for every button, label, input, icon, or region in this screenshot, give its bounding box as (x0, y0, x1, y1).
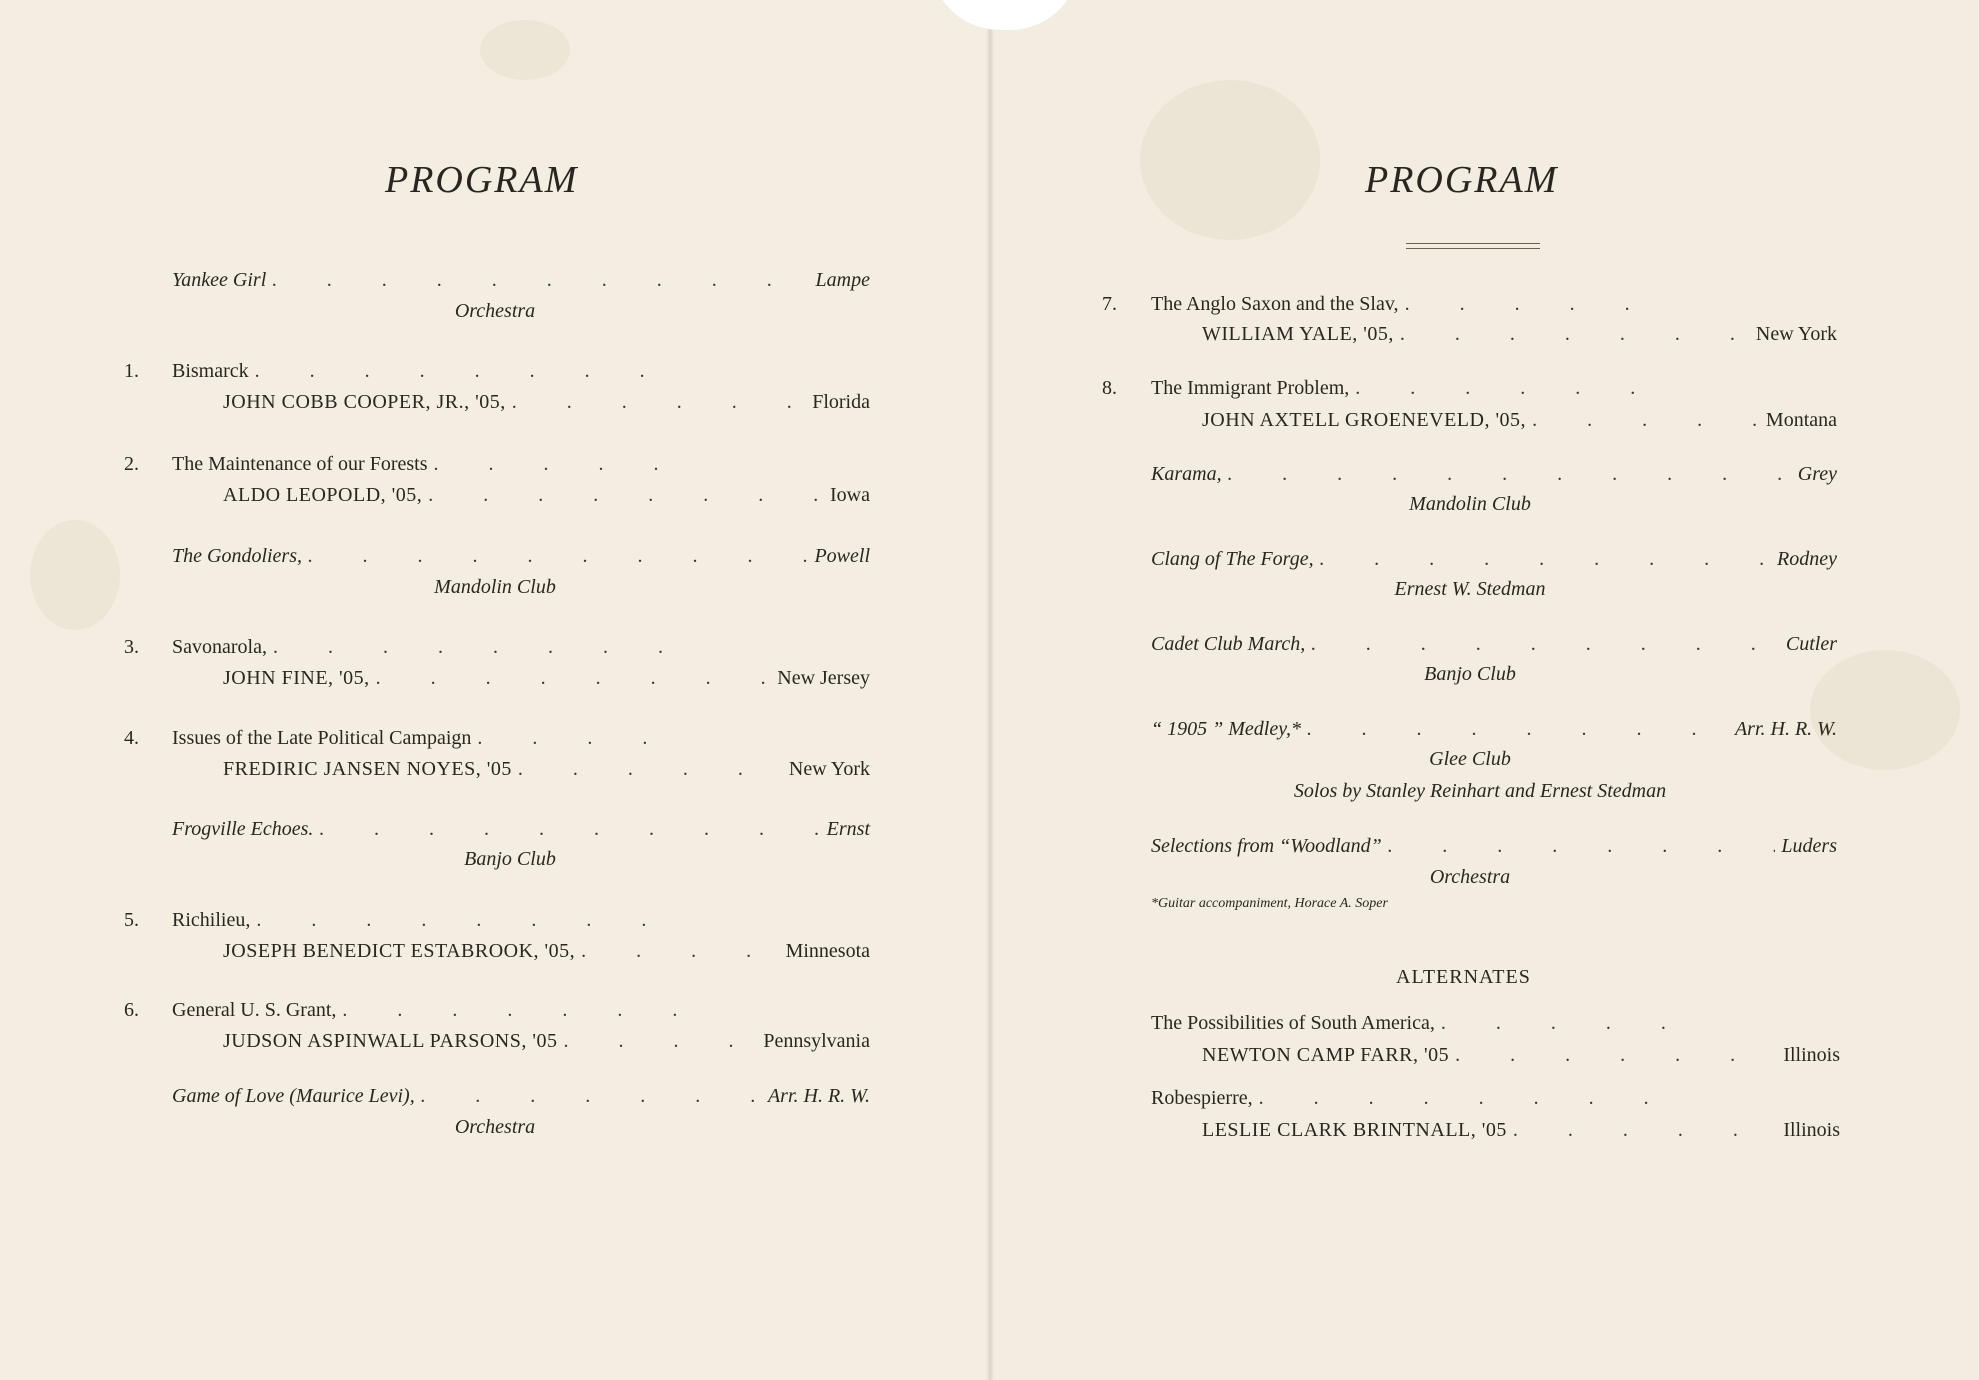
speaker-name: JOSEPH BENEDICT ESTABROOK, '05, (223, 940, 576, 962)
paper-stain (1140, 80, 1320, 240)
speaker-line (223, 664, 870, 692)
entry-title: The Maintenance of our Forests (172, 453, 428, 475)
leader-dots (273, 633, 686, 661)
leader-dots (1388, 832, 1776, 860)
speaker-state: Iowa (830, 484, 870, 506)
speaker-state: New York (1755, 323, 1837, 345)
program-entry (172, 724, 692, 752)
program-entry (172, 815, 870, 843)
entry-number: 8. (1102, 377, 1117, 399)
program-entry (172, 1082, 870, 1110)
entry-number: 5. (124, 909, 139, 931)
leader-dots (308, 542, 808, 570)
leader-dots (1259, 1084, 1665, 1112)
speaker-state: New York (788, 758, 870, 780)
speaker-line (223, 937, 870, 965)
entry-composer: Arr. H. R. W. (1734, 718, 1837, 740)
leader-dots (421, 1082, 762, 1110)
leader-dots (255, 357, 686, 385)
speaker-name: LESLIE CLARK BRINTNALL, '05 (1202, 1119, 1507, 1141)
title-rule (1406, 243, 1540, 249)
entry-title: Game of Love (Maurice Levi), (172, 1085, 415, 1107)
program-entry (172, 906, 692, 934)
page-title: PROGRAM (1365, 159, 1559, 201)
program-entry (1151, 630, 1837, 658)
speaker-line (223, 755, 870, 783)
entry-title: Bismarck (172, 360, 249, 382)
program-entry (1151, 715, 1837, 743)
alternates-heading: ALTERNATES (1396, 966, 1531, 988)
leader-dots (376, 664, 772, 692)
program-entry (172, 266, 870, 294)
entry-title: Cadet Club March, (1151, 633, 1306, 655)
entry-title: The Anglo Saxon and the Slav, (1151, 293, 1399, 315)
entry-title: The Possibilities of South America, (1151, 1012, 1435, 1034)
entry-composer: Lampe (815, 269, 870, 291)
speaker-line (1202, 320, 1837, 348)
speaker-line (1202, 406, 1837, 434)
entry-composer: Rodney (1777, 548, 1837, 570)
entry-composer: Powell (814, 545, 870, 567)
program-entry (1151, 460, 1837, 488)
entry-title: Robespierre, (1151, 1087, 1253, 1109)
speaker-line (1202, 1041, 1840, 1069)
entry-performer: Mandolin Club (1409, 493, 1531, 515)
entry-performer: Orchestra (454, 1116, 536, 1138)
entry-composer: Ernst (826, 818, 870, 840)
entry-composer: Grey (1797, 463, 1837, 485)
speaker-state: Montana (1765, 409, 1837, 431)
program-entry (172, 633, 692, 661)
speaker-name: JUDSON ASPINWALL PARSONS, '05 (223, 1030, 558, 1052)
program-entry (1151, 545, 1837, 573)
speaker-state: Florida (812, 391, 870, 413)
speaker-line (223, 1027, 870, 1055)
leader-dots (1405, 290, 1665, 318)
entry-title: Clang of The Forge, (1151, 548, 1314, 570)
entry-soloists: Solos by Stanley Reinhart and Ernest Stedman (1293, 780, 1667, 802)
entry-title: Issues of the Late Political Campaign (172, 727, 472, 749)
leader-dots (1320, 545, 1771, 573)
program-entry (172, 996, 692, 1024)
leader-dots (1355, 374, 1665, 402)
program-entry (172, 542, 870, 570)
leader-dots (581, 937, 779, 965)
page-title: PROGRAM (385, 159, 579, 201)
entry-number: 6. (124, 999, 139, 1021)
entry-composer: Arr. H. R. W. (767, 1085, 870, 1107)
speaker-state: New Jersey (777, 667, 870, 689)
leader-dots (1311, 630, 1780, 658)
program-entry (172, 450, 692, 478)
leader-dots (256, 906, 686, 934)
leader-dots (1532, 406, 1760, 434)
speaker-name: JOHN AXTELL GROENEVELD, '05, (1202, 409, 1527, 431)
entry-title: Richilieu, (172, 909, 251, 931)
entry-title: Savonarola, (172, 636, 267, 658)
entry-title: General U. S. Grant, (172, 999, 337, 1021)
speaker-state: Illinois (1783, 1044, 1840, 1066)
entry-number: 7. (1102, 293, 1117, 315)
leader-dots (1400, 320, 1750, 348)
entry-title: The Gondoliers, (172, 545, 302, 567)
entry-composer: Luders (1781, 835, 1837, 857)
leader-dots (518, 755, 783, 783)
leader-dots (1513, 1116, 1777, 1144)
speaker-state: Illinois (1783, 1119, 1840, 1141)
entry-title: Karama, (1151, 463, 1222, 485)
entry-number: 1. (124, 360, 139, 382)
speaker-line (1202, 1116, 1840, 1144)
program-entry (172, 357, 692, 385)
program-entry (1151, 290, 1671, 318)
speaker-name: FREDIRIC JANSEN NOYES, '05 (223, 758, 512, 780)
leader-dots (319, 815, 820, 843)
entry-title: Frogville Echoes. (172, 818, 314, 840)
entry-performer: Glee Club (1429, 748, 1511, 770)
alternate-entry (1151, 1009, 1671, 1037)
leader-dots (428, 481, 824, 509)
speaker-state: Pennsylvania (763, 1030, 870, 1052)
leader-dots (563, 1027, 757, 1055)
leader-dots (1441, 1009, 1665, 1037)
speaker-state: Minnesota (785, 940, 870, 962)
leader-dots (1228, 460, 1792, 488)
footnote: *Guitar accompaniment, Horace A. Soper (1151, 896, 1388, 911)
leader-dots (512, 388, 807, 416)
entry-number: 3. (124, 636, 139, 658)
program-entry (1151, 374, 1671, 402)
entry-number: 4. (124, 727, 139, 749)
alternate-entry (1151, 1084, 1671, 1112)
paper-stain (1810, 650, 1960, 770)
speaker-name: ALDO LEOPOLD, '05, (223, 484, 423, 506)
entry-composer: Cutler (1785, 633, 1837, 655)
entry-performer: Orchestra (454, 300, 536, 322)
speaker-name: NEWTON CAMP FARR, '05 (1202, 1044, 1450, 1066)
leader-dots (1307, 715, 1729, 743)
entry-performer: Orchestra (1429, 866, 1511, 888)
center-fold (986, 0, 994, 1380)
program-entry (1151, 832, 1837, 860)
entry-title: The Immigrant Problem, (1151, 377, 1350, 399)
entry-title: Yankee Girl (172, 269, 267, 291)
leader-dots (342, 996, 686, 1024)
speaker-line (223, 388, 870, 416)
entry-title: Selections from “Woodland” (1151, 835, 1382, 857)
right-page (990, 0, 1979, 1380)
entry-number: 2. (124, 453, 139, 475)
paper-stain (30, 520, 120, 630)
leader-dots (1455, 1041, 1777, 1069)
speaker-name: JOHN COBB COOPER, JR., '05, (223, 391, 506, 413)
leader-dots (477, 724, 686, 752)
leader-dots (272, 266, 809, 294)
paper-stain (480, 20, 570, 80)
speaker-name: WILLIAM YALE, '05, (1202, 323, 1394, 345)
leader-dots (433, 450, 686, 478)
entry-performer: Ernest W. Stedman (1394, 578, 1546, 600)
entry-performer: Banjo Club (464, 848, 556, 870)
speaker-line (223, 481, 870, 509)
entry-title: “ 1905 ” Medley,* (1151, 718, 1301, 740)
entry-performer: Mandolin Club (434, 576, 556, 598)
entry-performer: Banjo Club (1424, 663, 1516, 685)
speaker-name: JOHN FINE, '05, (223, 667, 370, 689)
